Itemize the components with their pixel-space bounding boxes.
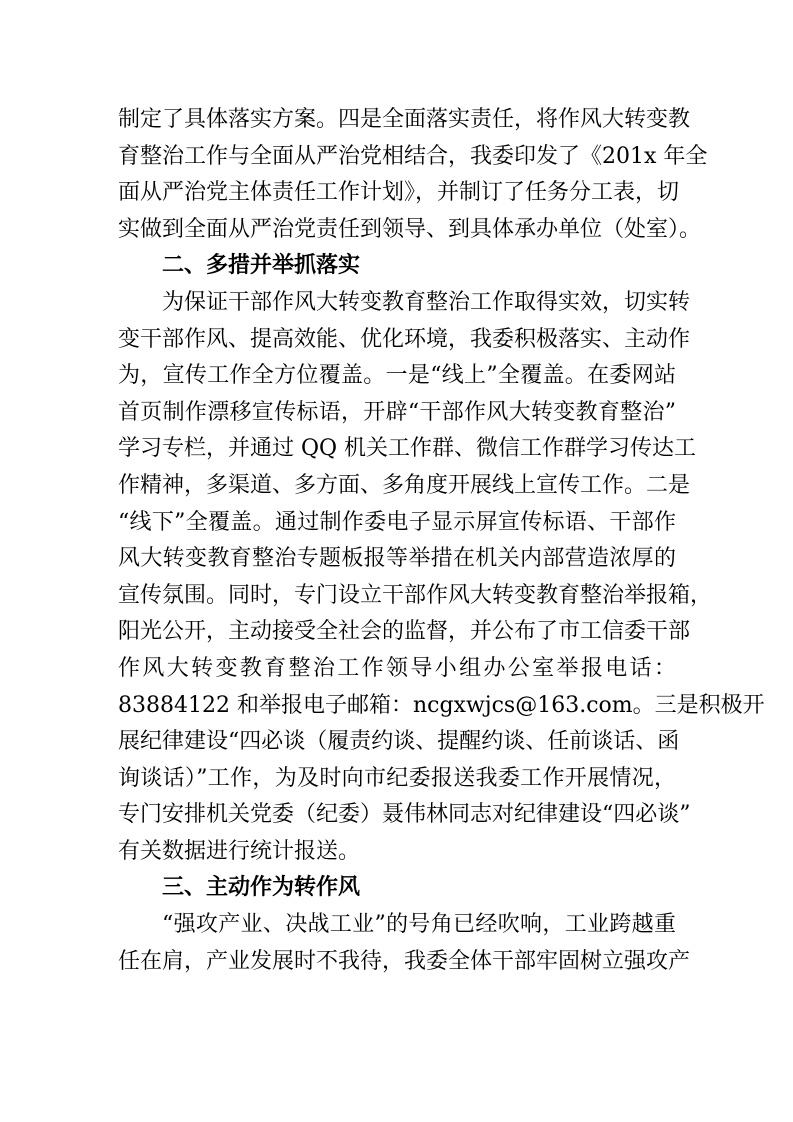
paragraph-line: 展纪律建设“四必谈（履责约谈、提醒约谈、任前谈话、函 [118,729,680,755]
paragraph-line: “线下”全覆盖。通过制作委电子显示屏宣传标语、干部作 [118,509,676,535]
paragraph-line: 为保证干部作风大转变教育整治工作取得实效，切实转 [162,289,691,315]
paragraph-line: 实做到全面从严治党责任到领导、到具体承办单位（处室）。 [118,216,702,242]
document-body [118,102,765,980]
paragraph-line: 学习专栏，并通过 QQ 机关工作群、微信工作群学习传达工 [118,436,697,462]
paragraph-line: “强攻产业、决战工业”的号角已经吹响，工业跨越重 [162,912,676,938]
paragraph-line: 阳光公开，主动接受全社会的监督，并公布了市工信委干部 [118,619,691,645]
paragraph-line: 作精神，多渠道、多方面、多角度开展线上宣传工作。二是 [118,472,691,498]
paragraph-line: 为，宣传工作全方位覆盖。一是“线上”全覆盖。在委网站 [118,363,676,389]
paragraph-line: 面从严治党主体责任工作计划》，并制订了任务分工表，切 [118,180,680,206]
section-heading-2: 二、多措并举抓落实 [162,253,361,279]
paragraph-line: 风大转变教育整治专题板报等举措在机关内部营造浓厚的 [118,546,676,572]
paragraph-line: 83884122 和举报电子邮箱：ncgxwjcs@163.com。三是积极开 [118,692,765,718]
paragraph-line: 作风大转变教育整治工作领导小组办公室举报电话： [118,655,676,681]
paragraph-line: 宣传氛围。同时，专门设立干部作风大转变教育整治举报箱， [118,582,713,608]
paragraph-line: 询谈话）”工作，为及时向市纪委报送我委工作开展情况， [118,765,676,791]
paragraph-line: 任在肩，产业发展时不我待，我委全体干部牢固树立强攻产 [118,948,691,974]
paragraph-line: 育整治工作与全面从严治党相结合，我委印发了《201x 年全 [118,143,708,169]
section-heading-3: 三、主动作为转作风 [162,875,361,901]
paragraph-line: 制定了具体落实方案。四是全面落实责任，将作风大转变教 [118,107,691,132]
paragraph-line: 专门安排机关党委（纪委）聂伟林同志对纪律建设“四必谈” [118,802,691,828]
paragraph-line: 首页制作漂移宣传标语，开辟“干部作风大转变教育整治” [118,399,676,425]
paragraph-line: 有关数据进行统计报送。 [118,838,361,864]
paragraph-line: 变干部作风、提高效能、优化环境，我委积极落实、主动作 [118,326,691,352]
